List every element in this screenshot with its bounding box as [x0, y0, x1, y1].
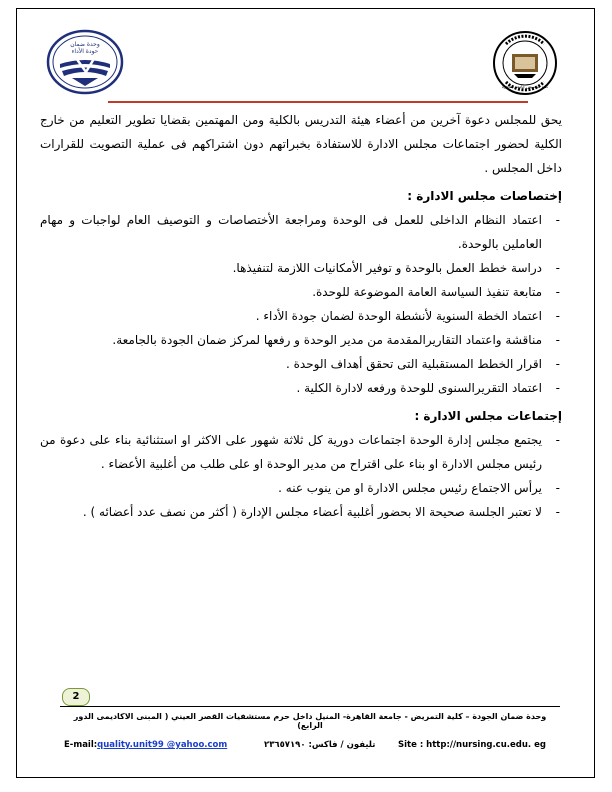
- list-item: - اعتماد النظام الداخلى للعمل فى الوحدة ومراجعة الأختصاصات و التوصيف العام لواجبات و مهام العاملين بالوحدة.: [40, 213, 560, 251]
- header-divider: [108, 101, 528, 103]
- meetings-list: [40, 428, 562, 524]
- list-item: - اعتماد التقريرالسنوى للوحدة ورفعه لادارة الكلية .: [296, 381, 560, 395]
- list-item: - لا تعتبر الجلسة صحيحة الا بحضور أغلبية أعضاء مجلس الإدارة ( أكثر من نصف عدد أعضائه ) .: [82, 505, 560, 519]
- intro-paragraph: يحق للمجلس دعوة آخرين من أعضاء هيئة التدريس بالكلية ومن المهتمين بقضايا تطوير التعليم من خارج الكلية لحضور اجتماعات مجلس الادارة للاستفادة بخبراتهم دون اشتراكهم فى عملية التصويت للقرارات داخل المجلس .: [40, 113, 562, 175]
- list-item: - اعتماد الخطة السنوية لأنشطة الوحدة لضمان جودة الأداء .: [255, 309, 560, 323]
- phone-fax: تليفون / فاكس: ٢٣٦٥٧١٩٠: [264, 740, 376, 750]
- page-number-badge: 2: [62, 688, 90, 706]
- footer-address: وحدة ضمان الجودة – كلية التمريض - جامعة القاهرة- المنيل داخل حرم مستشفيات القصر العيني ( المبنى الاكاديمى الدور الرابع): [73, 712, 547, 730]
- email-label: E-mail:quality.unit99 @yahoo.com: [64, 740, 228, 750]
- section-heading-responsibilities: إختصاصات مجلس الادارة :: [407, 189, 562, 203]
- document-body: [40, 108, 562, 524]
- faculty-seal-logo: [492, 30, 558, 96]
- logo-left-text-1: وحدة ضمان: [70, 41, 100, 48]
- list-item: - اقرار الخطط المستقبلية التى تحقق أهداف الوحدة .: [286, 357, 560, 371]
- footer-divider: [60, 706, 560, 707]
- section-heading-meetings: إجتماعات مجلس الادارة :: [414, 409, 562, 423]
- list-item: - دراسة خطط العمل بالوحدة و توفير الأمكانيات اللازمة لتنفيذها.: [232, 261, 560, 275]
- quality-unit-logo: [46, 28, 124, 96]
- list-item: - يرأس الاجتماع رئيس مجلس الادارة او من ينوب عنه .: [278, 481, 560, 495]
- responsibilities-list: [40, 208, 562, 400]
- logo-left-text-2: جودة الأداء: [71, 48, 99, 55]
- list-item: - متابعة تنفيذ السياسة العامة الموضوعة للوحدة.: [312, 285, 560, 299]
- email-link[interactable]: quality.unit99 @yahoo.com: [97, 740, 228, 750]
- seal-text: كلية التمريض جامعة القاهرة: [501, 84, 549, 89]
- site-url[interactable]: Site : http://nursing.cu.edu. eg: [398, 740, 546, 750]
- list-item: - مناقشة واعتماد التقاريرالمقدمة من مدير الوحدة و رفعها لمركز ضمان الجودة بالجامعة.: [112, 333, 560, 347]
- list-item: - يجتمع مجلس إدارة الوحدة اجتماعات دورية كل ثلاثة شهور على الاكثر او استثنائية بناء على دعوة من رئيس مجلس الادارة او بناء على اقتراح من مدير الوحدة او على طلب من أغلبية الأعضاء .: [40, 433, 560, 471]
